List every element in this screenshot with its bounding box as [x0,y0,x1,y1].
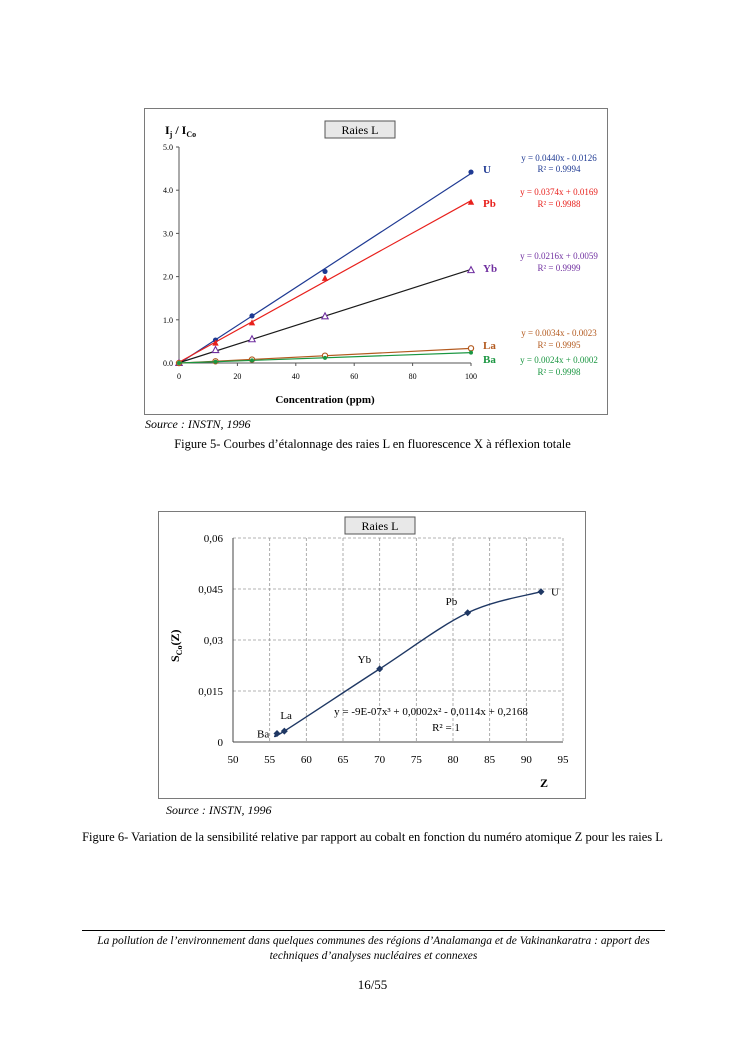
x-tick-label: 60 [300,754,312,766]
data-point-ba [250,358,254,362]
y-tick-label: 4.0 [163,186,173,196]
calibration-chart-svg [145,109,607,414]
data-point-ba [214,360,218,364]
data-point-ba [323,356,327,360]
point-label-la: La [280,710,292,723]
x-axis-label: Z [539,776,549,790]
chart-title: Raies L [361,519,399,533]
trend-r2-yb: R² = 0.9999 [537,263,581,273]
figure-5-source: Source : INSTN, 1996 [145,417,251,431]
x-tick-label: 90 [520,754,532,766]
trend-r2: R² = 1 [432,722,460,734]
series-label-la: La [483,340,496,352]
trend-r2-u: R² = 0.9994 [537,164,581,174]
y-axis-label: $S_{Co}(Z)$ [168,629,184,662]
figure-5-caption: Figure 5- Courbes d’étalonnage des raies L en fluorescence X à réflexion totale [174,437,571,451]
y-tick-label: 5.0 [163,143,173,152]
figure-6-source: Source : INSTN, 1996 [166,803,272,817]
trend-r2-pb: R² = 0.9988 [537,199,581,209]
x-tick-label: 95 [557,754,569,766]
series-label-yb: Yb [483,263,498,275]
footer-text: La pollution de l’environnement dans quelques communes des régions d’Analamanga et de Vakinankaratra : apport des techniques d’analyses nucléaires et connexes [97,935,650,962]
x-tick-label: 65 [337,754,349,766]
data-point-u [468,169,473,174]
figure-6-chart [158,511,586,799]
x-tick-label: 40 [291,372,300,381]
trend-equation-ba: y = 0.0024x + 0.0002 [520,355,598,365]
x-tick-label: 75 [410,754,422,766]
data-point-la [468,346,473,351]
x-tick-label: 70 [374,754,386,766]
trend-line-u [179,173,471,363]
trend-equation: y = -9E-07x³ + 0,0002x² - 0,0114x + 0,2168 [334,706,528,718]
x-tick-label: 100 [465,372,477,381]
y-tick-label: 0,015 [198,686,223,698]
figure-5-chart [144,108,608,415]
series-label-ba: Ba [483,354,496,366]
y-tick-label: 0 [217,737,223,749]
x-tick-label: 80 [408,372,417,381]
data-point-u [249,313,254,318]
series-label-pb: Pb [483,198,496,210]
x-tick-label: 80 [447,754,459,766]
x-tick-label: 50 [227,754,239,766]
x-tick-label: 20 [233,372,242,381]
y-tick-label: 0.0 [163,359,173,368]
data-point-u [322,269,327,274]
y-tick-label: 0,045 [198,584,223,596]
trend-r2-ba: R² = 0.9998 [537,367,581,377]
trend-equation-pb: y = 0.0374x + 0.0169 [520,187,598,197]
x-tick-label: 85 [484,754,496,766]
trend-equation-la: y = 0.0034x - 0.0023 [521,328,597,338]
y-tick-label: 0,03 [203,635,223,647]
data-point-pb [464,609,471,616]
data-point-ba [469,351,473,355]
data-point-la [281,728,288,735]
x-tick-label: 0 [177,372,181,381]
sensitivity-chart-svg [159,512,585,798]
y-tick-label: 0,06 [203,533,223,545]
data-point-yb [212,347,218,353]
y-tick-label: 1.0 [163,315,173,325]
x-tick-label: 60 [350,372,359,381]
point-label-u: U [551,586,559,599]
x-tick-label: 55 [264,754,276,766]
trend-line-pb [179,201,471,363]
trend-r2-la: R² = 0.9995 [537,340,581,350]
page-number: 16/55 [357,977,388,992]
point-label-yb: Yb [357,653,372,666]
figure-6-caption: Figure 6- Variation de la sensibilité relative par rapport au cobalt en fonction du numéro atomique Z pour les raies L [82,830,663,844]
data-point-yb [376,665,383,672]
data-point-ba [177,361,181,365]
trend-equation-u: y = 0.0440x - 0.0126 [521,153,597,163]
footer-divider [82,930,665,931]
series-label-u: U [483,164,491,176]
trend-equation-yb: y = 0.0216x + 0.0059 [520,251,598,261]
data-point-pb [322,275,328,281]
point-label-pb: Pb [445,595,458,608]
y-tick-label: 3.0 [163,229,173,239]
point-label-ba: Ba [257,728,270,741]
y-tick-label: 2.0 [163,272,173,282]
x-axis-label: Concentration (ppm) [275,394,375,406]
chart-title: Raies L [341,123,379,137]
y-axis-label: $I_j / I_{Co}$ [165,123,197,139]
